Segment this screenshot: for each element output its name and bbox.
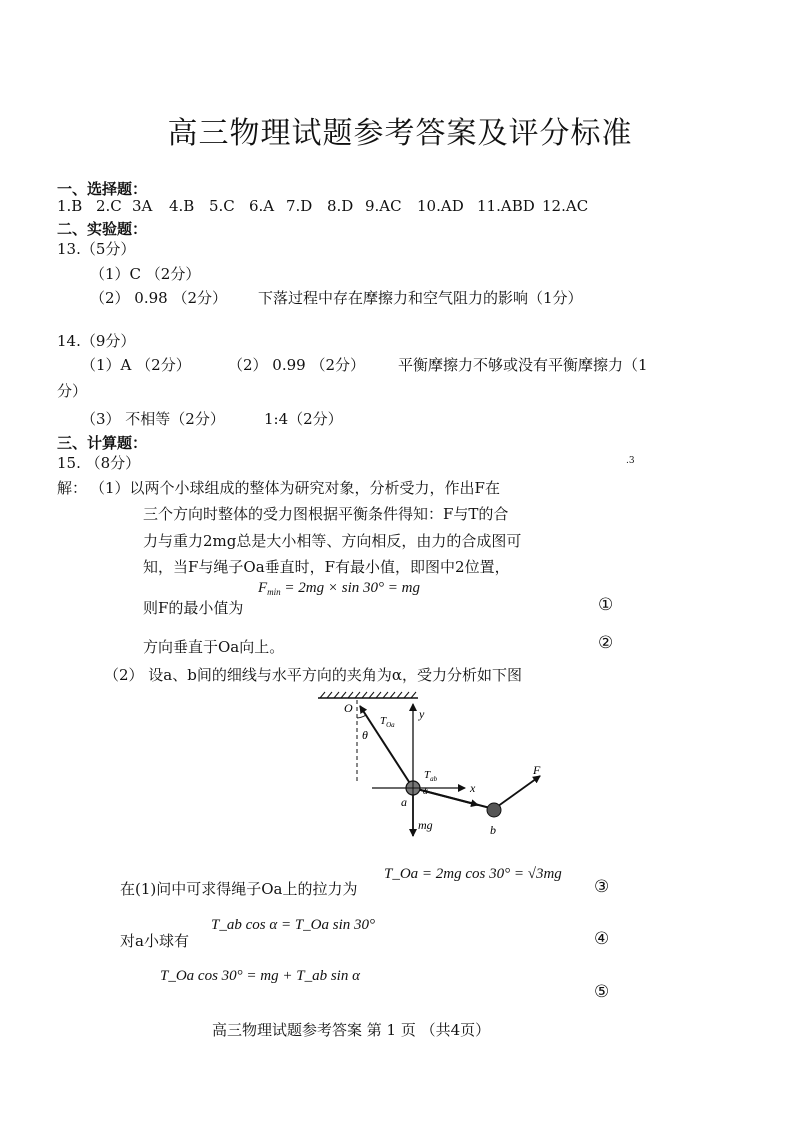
- label-mg: mg: [418, 818, 433, 832]
- q14-answer-2: （2） 0.99 （2分）: [228, 356, 366, 374]
- force-diagram: [300, 684, 560, 844]
- q15-label: 15. （8分）: [57, 454, 141, 472]
- q14-answer-4: 1:4（2分）: [264, 410, 343, 428]
- label-t-oa: $T_{Oa}$: [380, 715, 395, 729]
- label-b: b: [490, 823, 496, 837]
- f-min-rhs: = 2mg × sin 30° = mg: [284, 580, 420, 596]
- label-f: F: [533, 763, 541, 777]
- choice-answer: 1.B: [57, 197, 83, 215]
- page-title: 高三物理试题参考答案及评分标准: [167, 116, 633, 151]
- page-footer: 高三物理试题参考答案 第 1 页 （共4页）: [212, 1021, 491, 1039]
- eq4-prefix: 对a小球有: [120, 932, 189, 950]
- stray-mark: .3: [626, 456, 635, 466]
- section-heading-experiment: 二、实验题：: [57, 220, 148, 238]
- ball-b: [487, 803, 501, 817]
- score-mark-3: ③: [594, 877, 610, 897]
- label-a: a: [401, 795, 407, 809]
- section-heading-choice: 一、选择题：: [57, 180, 148, 198]
- equation-3: T_Oa = 2mg cos 30° = √3mg: [384, 866, 562, 882]
- part1-line-1: （1）以两个小球组成的整体为研究对象，分析受力，作出F在: [90, 479, 500, 497]
- f-min-symbol: F: [258, 580, 268, 596]
- q14-answer-1: （1）A （2分）: [81, 356, 191, 374]
- q14-answer-2-reason-cont: 分）: [57, 382, 88, 400]
- choice-answer: 10.AD: [417, 197, 464, 215]
- label-o: O: [344, 701, 353, 715]
- score-mark-4: ④: [594, 929, 610, 949]
- q14-answer-2-reason: 平衡摩擦力不够或没有平衡摩擦力（1: [398, 356, 648, 374]
- part1-line-2: 三个方向时整体的受力图根据平衡条件得知：F与T的合: [143, 505, 509, 523]
- choice-answer: 4.B: [169, 197, 195, 215]
- choice-answer: 2.C: [96, 197, 122, 215]
- part1-line-3: 力与重力2mg总是大小相等、方向相反，由力的合成图可: [143, 532, 522, 550]
- choice-answer: 6.A: [249, 197, 275, 215]
- section-heading-calculation: 三、计算题：: [57, 434, 148, 452]
- q14-answer-3: （3） 不相等（2分）: [81, 410, 225, 428]
- choice-answer: 12.AC: [542, 197, 589, 215]
- part1-line-5: 则F的最小值为: [143, 599, 244, 617]
- label-theta: θ: [362, 728, 368, 742]
- score-mark-5: ⑤: [594, 982, 610, 1002]
- ceiling-support: [318, 692, 418, 698]
- label-t-ab: $T_{ab}$: [424, 769, 438, 783]
- q13-answer-1: （1）C （2分）: [90, 265, 201, 283]
- choice-answer: 7.D: [286, 197, 313, 215]
- q13-answer-2-reason: 下落过程中存在摩擦力和空气阻力的影响（1分）: [258, 289, 583, 307]
- choice-answer: 5.C: [209, 197, 235, 215]
- equation-4: T_ab cos α = T_Oa sin 30°: [211, 917, 376, 933]
- f-min-formula: [258, 580, 420, 597]
- equation-5: T_Oa cos 30° = mg + T_ab sin α: [160, 968, 360, 984]
- choice-answer: 3A: [132, 197, 153, 215]
- part2-line-1: （2） 设a、b间的细线与水平方向的夹角为α，受力分析如下图: [104, 666, 522, 684]
- label-alpha: α: [423, 786, 428, 796]
- applied-force-arrow: [494, 776, 540, 809]
- label-x: x: [470, 781, 476, 795]
- eq3-prefix: 在(1)问中可求得绳子Oa上的拉力为: [120, 880, 358, 898]
- q13-label: 13.（5分）: [57, 240, 136, 258]
- part1-line-6: 方向垂直于Oa向上。: [143, 638, 285, 656]
- choice-answer: 9.AC: [365, 197, 402, 215]
- score-mark-2: ②: [598, 633, 614, 653]
- ball-a: [406, 781, 420, 795]
- choice-answer: 11.ABD: [477, 197, 535, 215]
- q14-label: 14.（9分）: [57, 332, 136, 350]
- tension-oa-arrow: [360, 706, 413, 788]
- score-mark-1: ①: [598, 595, 614, 615]
- label-y: y: [419, 707, 425, 721]
- q13-answer-2: （2） 0.98 （2分）: [90, 289, 228, 307]
- part1-line-4: 知，当F与绳子Oa垂直时，F有最小值，即图中2位置，: [143, 558, 510, 576]
- choice-answer: 8.D: [327, 197, 354, 215]
- f-min-subscript: min: [267, 587, 281, 597]
- solution-prefix: 解：: [57, 479, 88, 497]
- theta-arc: [357, 715, 366, 718]
